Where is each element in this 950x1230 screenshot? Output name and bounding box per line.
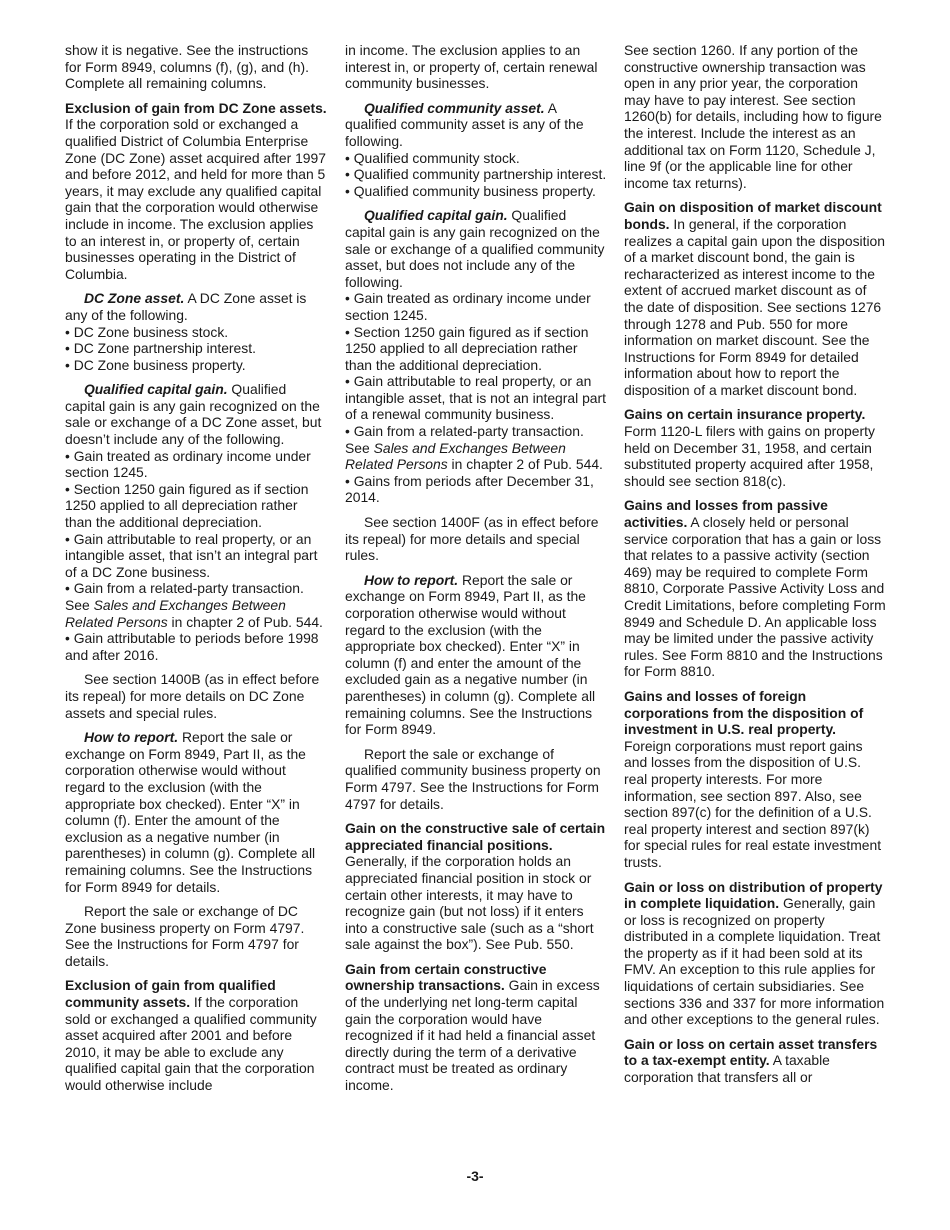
subsection-qualified-capital-gain: [345, 207, 607, 506]
section-heading: Exclusion of gain from qualified community assets.: [65, 977, 276, 1011]
section-tax-exempt-transfers: [624, 1036, 886, 1086]
section-passive-activities: [624, 497, 886, 680]
subsection-dc-zone-asset: [65, 290, 327, 373]
paragraph: See section 1400B (as in effect before its repeal) for more details on DC Zone assets and special rules.: [65, 671, 320, 721]
column-1: [65, 42, 327, 1102]
section-heading: Gain or loss on distribution of property in complete liquidation.: [624, 878, 883, 912]
paragraph: Foreign corporations must report gains and losses from the disposition of U.S. real property interests. For more information, see section 897. Also, see section 897(c) for the definition of a U.S. real property interest and section 897(k) for special rules for real estate investment trusts.: [624, 737, 882, 870]
list-item: • DC Zone business property.: [65, 357, 327, 374]
subsection-qualified-capital-gain: [65, 381, 327, 663]
paragraph: A closely held or personal service corporation that has a gain or loss that relates to a passive activity (section 469) may be required to complete Form 8810, Corporate Passive Activity Loss and Credit Limitations, before completing Form 8949 and Schedule D. An applicable loss may be limited under the passive activity rules. See Form 8810 and the Instructions for Form 8810.: [624, 514, 886, 680]
section-heading: Gain from certain constructive ownership transactions.: [345, 960, 547, 994]
subsection-heading: Qualified capital gain.: [364, 207, 508, 224]
section-market-discount-bonds: [624, 199, 886, 398]
section-constructive-ownership: [345, 961, 607, 1094]
subsection-heading: DC Zone asset.: [84, 290, 185, 307]
paragraph: Qualified capital gain is any gain recognized on the sale or exchange of a qualified community asset, but does not include any of the following.: [345, 207, 605, 290]
paragraph: Report the sale or exchange on Form 8949, Part II, as the corporation otherwise would without regard to the exclusion (with the appropriate box checked). Enter “X” in column (f). Enter the amount of the exclusion as a negative number (in parentheses) in column (g). Complete all remaining columns. See the Instructions for Form 8949 for details.: [65, 729, 316, 895]
section-heading: Gains and losses of foreign corporations from the disposition of investment in U.S. real property.: [624, 687, 864, 738]
section-insurance-property: [624, 406, 886, 489]
list-item: • Section 1250 gain figured as if section 1250 applied to all depreciation rather than the additional depreciation.: [345, 324, 607, 374]
list-item: • Gain from a related-party transaction. See Sales and Exchanges Between Related Persons in chapter 2 of Pub. 544.: [345, 423, 607, 473]
list-item: • Section 1250 gain figured as if section 1250 applied to all depreciation rather than the additional depreciation.: [65, 481, 327, 531]
paragraph: If the corporation sold or exchanged a qualified community asset acquired after 2001 and before 2010, it may be able to exclude any qualified capital gain that the corporation would otherwise include: [65, 994, 317, 1094]
subsection-heading: How to report.: [84, 729, 179, 746]
subsection-heading: Qualified community asset.: [364, 99, 545, 116]
subsection-how-to-report: [345, 572, 607, 738]
paragraph: A DC Zone asset is any of the following.: [65, 290, 307, 323]
paragraph: Qualified capital gain is any gain recognized on the sale or exchange of a DC Zone asset, but doesn’t include any of the following.: [65, 381, 322, 448]
paragraph: Report the sale or exchange of qualified community business property on Form 4797. See the Instructions for Form 4797 for details.: [345, 745, 601, 812]
section-heading: Exclusion of gain from DC Zone assets.: [65, 99, 327, 116]
section-heading: Gain on disposition of market discount bonds.: [624, 199, 882, 232]
paragraph: show it is negative. See the instructions for Form 8949, columns (f), (g), and (h). Complete all remaining columns.: [65, 42, 309, 92]
paragraph: A taxable corporation that transfers all or: [624, 1052, 830, 1086]
paragraph: In general, if the corporation realizes a capital gain upon the disposition of a market discount bond, the gain is recharacterized as interest income to the extent of accrued market discount as of the date of disposition. See sections 1276 through 1278 and Pub. 550 for more information on market discount. See the Instructions for Form 8949 for detailed information about how to report the disposition of a market discount bond.: [624, 215, 886, 398]
section-heading: Gain on the constructive sale of certain appreciated financial positions.: [345, 820, 606, 853]
list-item: • Gain attributable to periods before 1998 and after 2016.: [65, 630, 327, 663]
paragraph: Form 1120-L filers with gains on property held on December 31, 1958, and certain substituted property acquired after 1958, should see section 818(c).: [624, 423, 875, 489]
list-item: • Qualified community partnership interest.: [345, 166, 607, 183]
list-item: • DC Zone business stock.: [65, 324, 327, 341]
paragraph: Generally, gain or loss is recognized on property distributed in a complete liquidation. Treat the property as if it had been sold at its FMV. An exception to this rule applies for liquidations of certain subsidiaries. See sections 336 and 337 for more information and other exceptions to the general rules.: [624, 895, 885, 1028]
list-item: • Gains from periods after December 31, 2014.: [345, 473, 607, 506]
subsection-qualified-community-asset: [345, 100, 607, 200]
section-foreign-corporations: [624, 688, 886, 871]
paragraph: Report the sale or exchange on Form 8949, Part II, as the corporation otherwise would without regard to the exclusion (with the appropriate box checked). Enter “X” in column (f) and enter the amount of the excluded gain as a negative number (in parentheses) in column (g). Complete all remaining columns. See the Instructions for Form 8949.: [345, 571, 596, 738]
paragraph: A qualified community asset is any of the following.: [345, 99, 584, 149]
paragraph: Gain in excess of the underlying net long-term capital gain the corporation would have recognized if it had held a financial asset directly during the term of a derivative contract must be treated as ordinary income.: [345, 977, 600, 1094]
section-dc-zone: [65, 100, 327, 283]
section-constructive-sale: [345, 820, 607, 953]
column-2: [345, 42, 607, 1102]
subsection-how-to-report: [65, 729, 327, 895]
paragraph: in income. The exclusion applies to an interest in, or property of, certain renewal community businesses.: [345, 42, 598, 92]
list-item: • DC Zone partnership interest.: [65, 340, 327, 357]
list-item: • Gain attributable to real property, or an intangible asset, that is not an integral part of a renewal community business.: [345, 373, 607, 423]
section-complete-liquidation: [624, 879, 886, 1028]
list-item: • Qualified community stock.: [345, 150, 607, 167]
list-item: • Gain attributable to real property, or an intangible asset, that isn’t an integral part of a DC Zone business.: [65, 531, 327, 581]
section-qualified-community-assets: [65, 977, 327, 1093]
list-item: • Gain treated as ordinary income under section 1245.: [65, 448, 327, 481]
paragraph: If the corporation sold or exchanged a qualified District of Columbia Enterprise Zone (DC Zone) asset acquired after 1997 and before 2012, and held for more than 5 years, it may exclude any qualified capital gain that the corporation would otherwise include in income. The exclusion applies to an interest in, or property of, certain businesses operating in the District of Columbia.: [65, 116, 326, 282]
subsection-heading: Qualified capital gain.: [84, 381, 228, 398]
list-item: • Gain from a related-party transaction. See Sales and Exchanges Between Related Persons in chapter 2 of Pub. 544.: [65, 580, 327, 630]
section-heading: Gain or loss on certain asset transfers to a tax-exempt entity.: [624, 1035, 878, 1069]
paragraph: Report the sale or exchange of DC Zone business property on Form 4797. See the Instructions for Form 4797 for details.: [65, 903, 305, 969]
paragraph: See section 1260. If any portion of the constructive ownership transaction was open in any prior year, the corporation may have to pay interest. See section 1260(b) for details, including how to figure the interest. Include the interest as an additional tax on Form 1120, Schedule J, line 9f (or the applicable line for other income tax returns).: [624, 42, 882, 191]
section-heading: Gains and losses from passive activities.: [624, 497, 828, 531]
paragraph: Generally, if the corporation holds an appreciated financial position in stock or certain other interests, it may have to recognize gain (but not loss) if it enters into a constructive sale (such as a “short sale against the box”). See Pub. 550.: [345, 853, 594, 953]
list-item: • Qualified community business property.: [345, 183, 607, 200]
page-number: -3-: [466, 1168, 484, 1184]
list-item: • Gain treated as ordinary income under section 1245.: [345, 290, 607, 323]
column-3: [624, 42, 886, 1094]
paragraph: See section 1400F (as in effect before its repeal) for more details and special rules.: [345, 514, 599, 564]
section-heading: Gains on certain insurance property.: [624, 406, 866, 423]
subsection-heading: How to report.: [364, 571, 459, 588]
